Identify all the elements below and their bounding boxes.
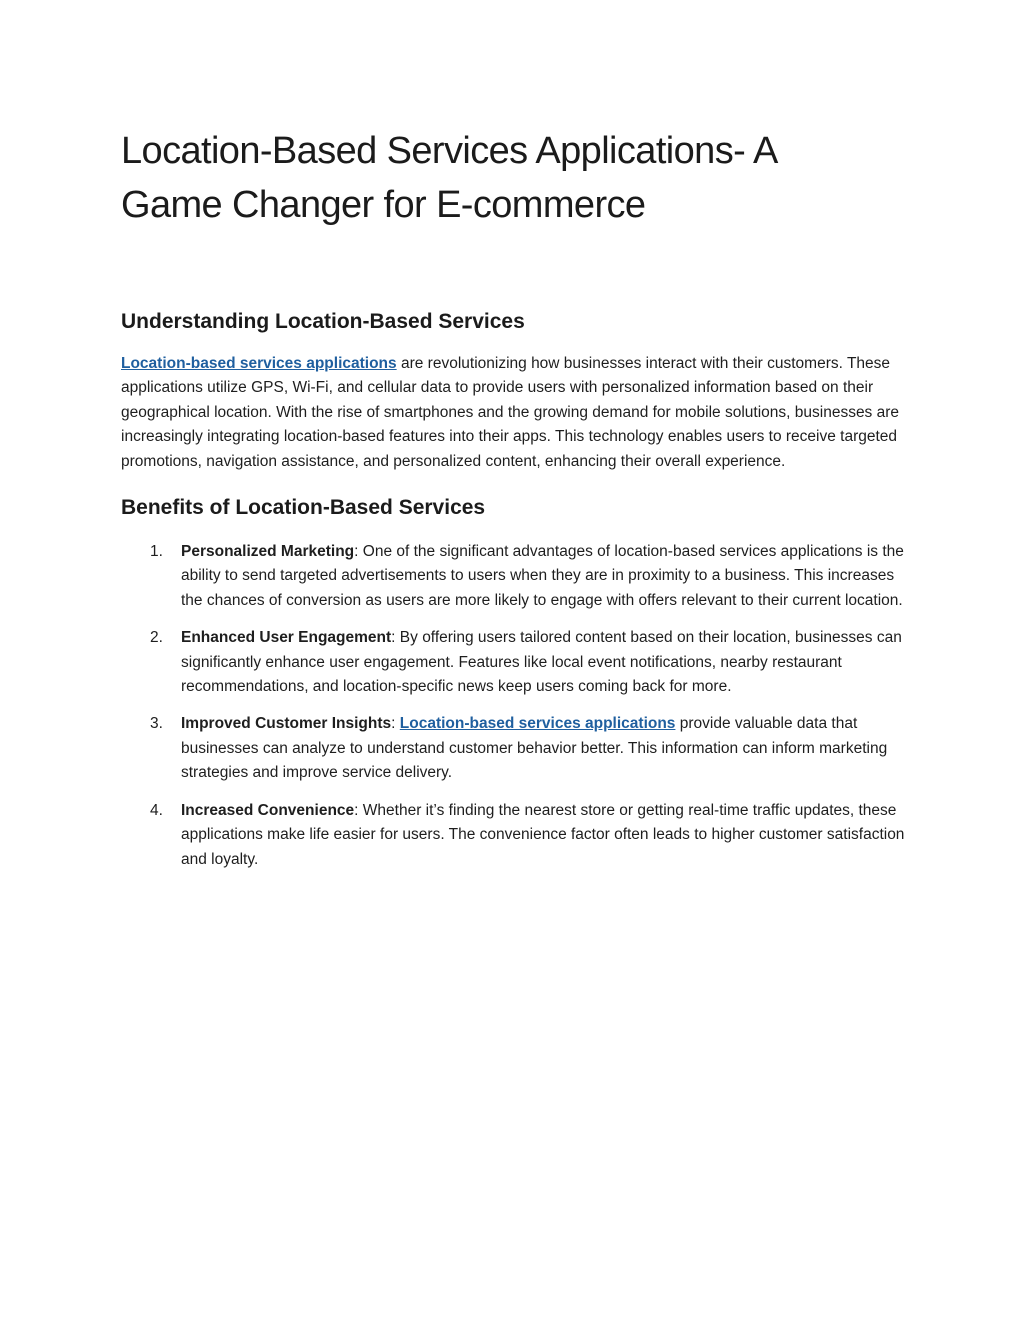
list-item-separator: : (354, 543, 363, 561)
list-item-number: 4. (150, 801, 163, 819)
list-item (121, 540, 907, 613)
list-item-text: One of the significant advantages of location-based services applications is the ability to send targeted advertisements to users when they are in proximity to a business. This increases the chances of conversion as users are more likely to engage with offers relevant to their current location. (181, 543, 904, 609)
list-item-separator: : (391, 715, 400, 733)
list-item-title: Enhanced User Engagement (181, 629, 392, 647)
list-item (121, 799, 907, 872)
list-item-title: Increased Convenience (181, 801, 355, 819)
document-title (121, 124, 907, 232)
location-services-link[interactable]: Location-based services applications (121, 355, 397, 372)
list-item-number: 1. (150, 543, 163, 561)
list-item-title: Improved Customer Insights (181, 715, 392, 733)
list-item-title: Personalized Marketing (181, 543, 355, 561)
list-item-separator: : (354, 801, 363, 819)
section-heading-benefits: Benefits of Location-Based Services (121, 496, 486, 520)
intro-paragraph (121, 352, 907, 474)
list-item-text: By offering users tailored content based on their location, businesses can significantly enhance user engagement. Features like local event notifications, nearby restaurant recommendations, and location-specific news keep users coming back for more. (181, 629, 902, 696)
document-title-line-1: Location-Based Services Applications- A (121, 130, 778, 172)
list-item-text: Whether it’s finding the nearest store or getting real-time traffic updates, these applications make life easier for users. The convenience factor often leads to higher customer satisfaction and loyalty. (181, 801, 905, 868)
document-title-line-2: Game Changer for E-commerce (121, 184, 646, 226)
intro-paragraph-text: are revolutionizing how businesses interact with their customers. These applications utilize GPS, Wi-Fi, and cellular data to provide users with personalized information based on their geographical location. With the rise of smartphones and the growing demand for mobile solutions, businesses are increasingly integrating location-based features into their apps. This technology enables users to receive targeted promotions, navigation assistance, and personalized content, enhancing their overall experience. (121, 355, 900, 470)
list-item (121, 626, 907, 699)
benefits-list (121, 540, 907, 872)
list-item-separator: : (391, 629, 400, 647)
list-item-number: 3. (150, 715, 163, 733)
list-item-number: 2. (150, 629, 163, 647)
section-heading-understanding: Understanding Location-Based Services (121, 310, 525, 333)
list-item (121, 712, 907, 785)
list-item-text: provide valuable data that businesses can analyze to understand customer behavior better. This information can inform marketing strategies and improve service delivery. (181, 715, 888, 782)
document-content (121, 124, 907, 885)
location-services-link[interactable]: Location-based services applications (399, 715, 676, 733)
